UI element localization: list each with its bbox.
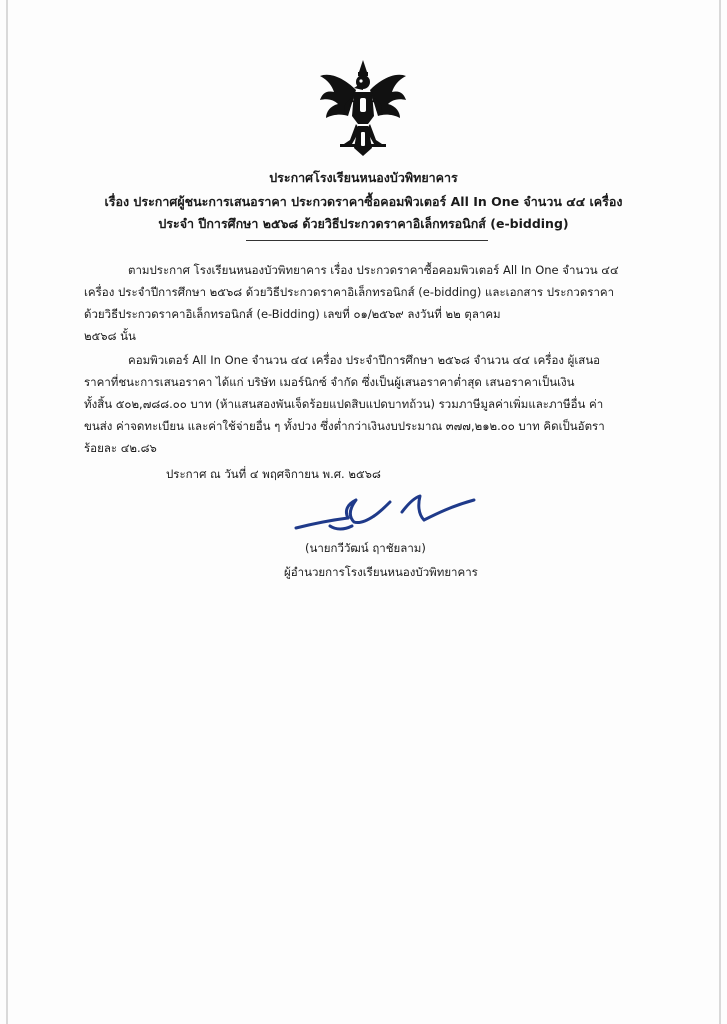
garuda-emblem-icon xyxy=(316,58,410,160)
paragraph1-line: ตามประกาศ โรงเรียนหนองบัวพิทยาคาร เรื่อง ประกวดราคาซื้อคอมพิวเตอร์ All In One จำนวน ๔๔ xyxy=(128,263,619,277)
paragraph2-line: คอมพิวเตอร์ All In One จำนวน ๔๔ เครื่อง ประจำปีการศึกษา ๒๕๖๘ จำนวน ๔๔ เครื่อง ผู้เสนอ xyxy=(128,353,601,367)
document-heading-detail: ประจำ ปีการศึกษา ๒๕๖๘ ด้วยวิธีประกวดราคาอิเล็กทรอนิกส์ (e-bidding) xyxy=(158,216,569,231)
paragraph2-line: ขนส่ง ค่าจดทะเบียน และค่าใช้จ่ายอื่น ๆ ทั้งปวง ซึ่งต่ำกว่าเงินงบประมาณ ๓๗๗,๒๑๒.๐๐ บาท คิดเป็นอัตรา xyxy=(84,419,605,433)
signer-name: (นายกวีวัฒน์ ฤาชัยลาม) xyxy=(305,541,426,555)
page-edge-left xyxy=(6,0,8,1024)
announcement-date: ประกาศ ณ วันที่ ๔ พฤศจิกายน พ.ศ. ๒๕๖๘ xyxy=(166,467,381,481)
paragraph2-line: ราคาที่ชนะการเสนอราคา ได้แก่ บริษัท เมอร์นิกซ์ จำกัด ซึ่งเป็นผู้เสนอราคาต่ำสุด เสนอราคาเป็นเงิน xyxy=(84,375,575,389)
paragraph2-line: ร้อยละ ๔๒.๘๖ xyxy=(84,441,157,455)
document-heading-organization: ประกาศโรงเรียนหนองบัวพิทยาคาร xyxy=(269,170,458,185)
heading-divider xyxy=(246,240,488,241)
paragraph1-line: ด้วยวิธีประกวดราคาอิเล็กทรอนิกส์ (e-Bidding) เลขที่ ๐๑/๒๕๖๙ ลงวันที่ ๒๒ ตุลาคม xyxy=(84,307,501,321)
paragraph2-line: ทั้งสิ้น ๕๐๒,๗๘๘.๐๐ บาท (ห้าแสนสองพันเจ็ดร้อยแปดสิบแปดบาทถ้วน) รวมภาษีมูลค่าเพิ่มและภาษีอื่น ค่า xyxy=(84,397,604,411)
document-heading-subject: เรื่อง ประกาศผู้ชนะการเสนอราคา ประกวดราคาซื้อคอมพิวเตอร์ All In One จำนวน ๔๔ เครื่อง xyxy=(104,194,623,209)
page-edge-right xyxy=(719,0,721,1024)
handwritten-signature xyxy=(290,486,480,538)
paragraph1-line: ๒๕๖๘ นั้น xyxy=(84,329,136,343)
signer-position: ผู้อำนวยการโรงเรียนหนองบัวพิทยาคาร xyxy=(284,565,478,579)
paragraph1-line: เครื่อง ประจำปีการศึกษา ๒๕๖๘ ด้วยวิธีประกวดราคาอิเล็กทรอนิกส์ (e-bidding) และเอกสาร ประกวดราคา xyxy=(84,285,615,299)
